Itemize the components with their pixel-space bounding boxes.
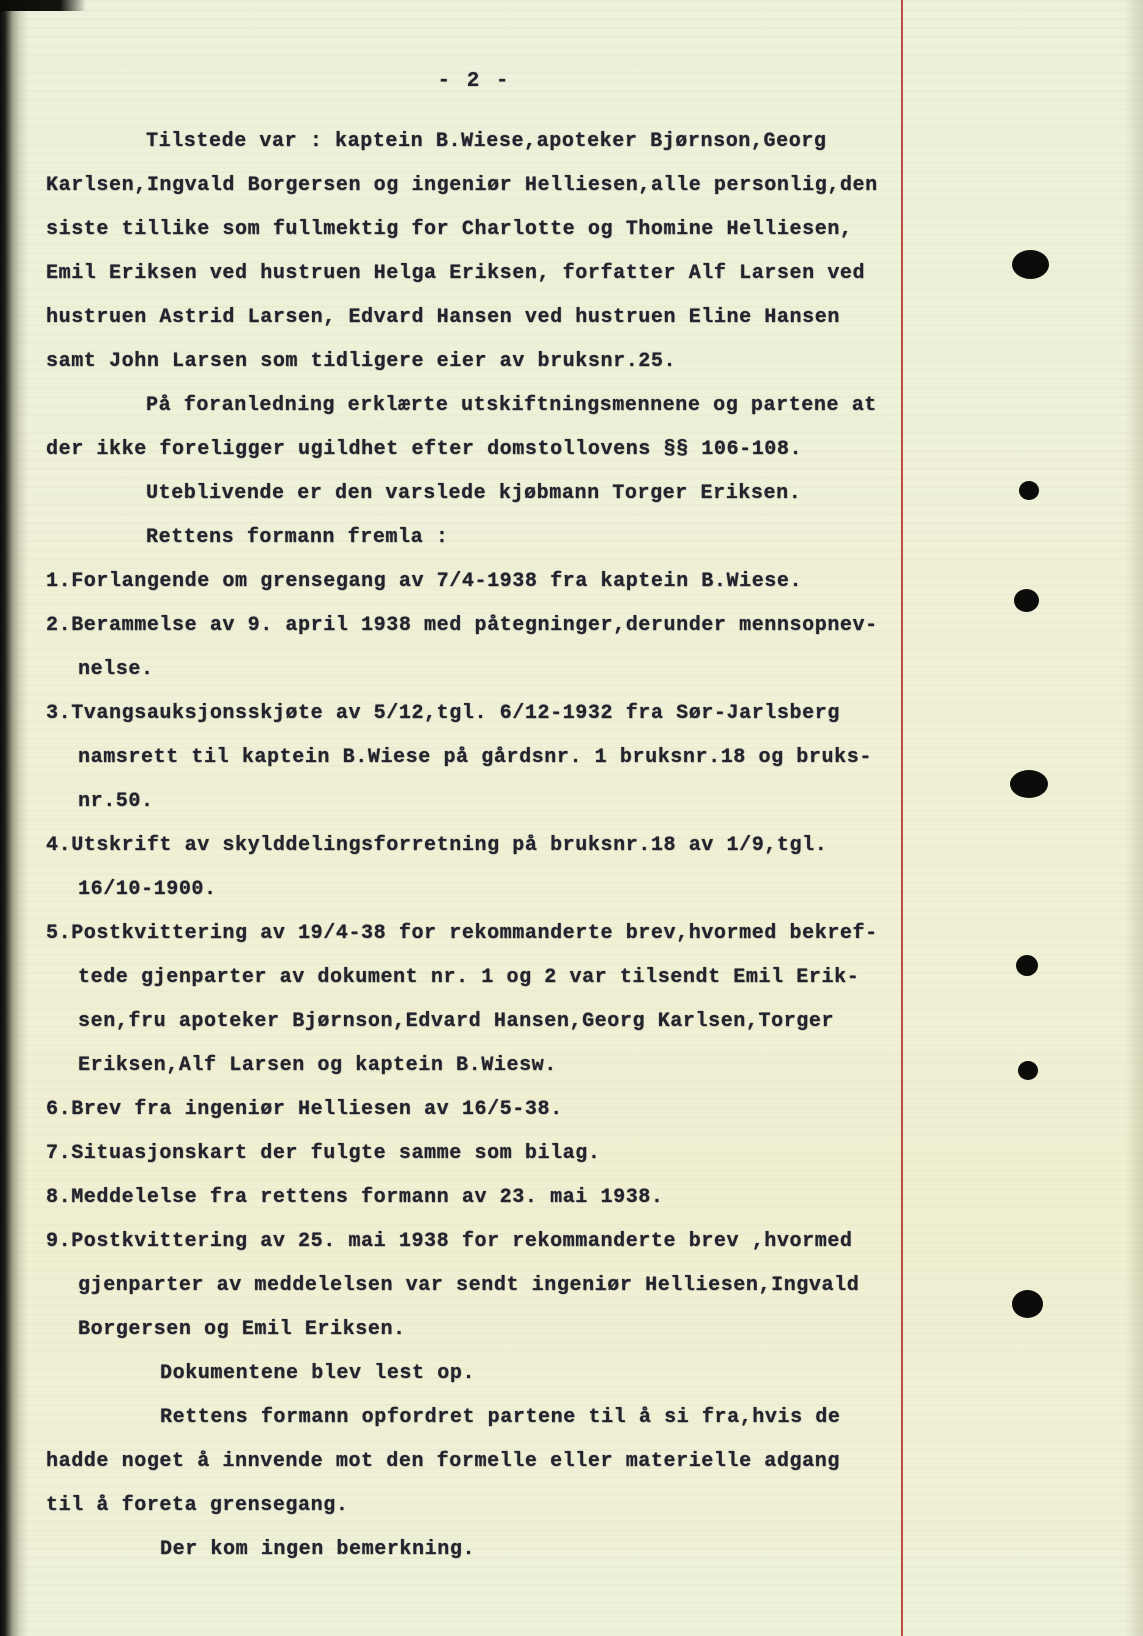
text-line: Tilstede var : kaptein B.Wiese,apoteker Bjørnson,Georg <box>146 130 827 153</box>
text-line: Dokumentene blev lest op. <box>160 1362 476 1385</box>
paragraph <box>46 384 902 472</box>
text-line: namsrett til kaptein B.Wiese på gårdsnr. 1 bruksnr.18 og bruks- <box>78 746 872 769</box>
text-line: hadde noget å innvende mot den formelle eller materielle adgang <box>46 1450 840 1473</box>
paragraph <box>46 472 902 516</box>
text-line: Karlsen,Ingvald Borgersen og ingeniør Helliesen,alle personlig,den <box>46 174 878 197</box>
punch-hole <box>1019 481 1039 500</box>
punch-hole <box>1012 250 1049 279</box>
text-line: Rettens formann fremla : <box>146 526 449 549</box>
text-line: tede gjenparter av dokument nr. 1 og 2 var tilsendt Emil Erik- <box>78 966 860 989</box>
text-line: 9.Postkvittering av 25. mai 1938 for rekommanderte brev ,hvormed <box>46 1230 853 1253</box>
punch-hole <box>1014 589 1039 612</box>
paragraph <box>46 120 902 384</box>
paragraph <box>46 824 902 912</box>
text-line: Eriksen,Alf Larsen og kaptein B.Wiesw. <box>78 1054 557 1077</box>
document-body-wrapper <box>46 60 902 1572</box>
paragraph <box>46 692 902 824</box>
text-line: Rettens formann opfordret partene til å si fra,hvis de <box>160 1406 841 1429</box>
binding-edge-top <box>0 0 86 11</box>
page-number: - 2 - <box>437 70 511 93</box>
paragraph <box>46 1132 902 1176</box>
paragraph <box>46 1352 902 1396</box>
paragraph <box>46 604 902 692</box>
text-line: Borgersen og Emil Eriksen. <box>78 1318 406 1341</box>
text-line: 8.Meddelelse fra rettens formann av 23. mai 1938. <box>46 1186 664 1209</box>
text-line: 6.Brev fra ingeniør Helliesen av 16/5-38. <box>46 1098 563 1121</box>
page-edge-right <box>1125 0 1143 1636</box>
text-line: samt John Larsen som tidligere eier av bruksnr.25. <box>46 350 677 373</box>
paragraph <box>46 516 902 560</box>
text-line: siste tillike som fullmektig for Charlotte og Thomine Helliesen, <box>46 218 853 241</box>
punch-hole <box>1012 1290 1043 1318</box>
document-body <box>46 120 902 1572</box>
text-line: 3.Tvangsauksjonsskjøte av 5/12,tgl. 6/12-1932 fra Sør-Jarlsberg <box>46 702 840 725</box>
text-line: Uteblivende er den varslede kjøbmann Torger Eriksen. <box>146 482 802 505</box>
text-line: sen,fru apoteker Bjørnson,Edvard Hansen,Georg Karlsen,Torger <box>78 1010 835 1033</box>
text-line: Emil Eriksen ved hustruen Helga Eriksen, forfatter Alf Larsen ved <box>46 262 866 285</box>
paragraph <box>46 1088 902 1132</box>
text-line: 4.Utskrift av skylddelingsforretning på bruksnr.18 av 1/9,tgl. <box>46 834 828 857</box>
punch-hole <box>1016 955 1038 976</box>
text-line: 2.Berammelse av 9. april 1938 med påtegninger,derunder mennsopnev- <box>46 614 878 637</box>
paragraph <box>46 1396 902 1528</box>
paragraph <box>46 1220 902 1352</box>
paragraph <box>46 560 902 604</box>
text-line: der ikke foreligger ugildhet efter domstollovens §§ 106-108. <box>46 438 803 461</box>
text-line: 1.Forlangende om grensegang av 7/4-1938 fra kaptein B.Wiese. <box>46 570 803 593</box>
paragraph <box>46 912 902 1088</box>
text-line: nelse. <box>78 658 154 681</box>
text-line: 5.Postkvittering av 19/4-38 for rekommanderte brev,hvormed bekref- <box>46 922 878 945</box>
text-line: 16/10-1900. <box>78 878 217 901</box>
text-line: til å foreta grensegang. <box>46 1494 349 1517</box>
text-line: 7.Situasjonskart der fulgte samme som bilag. <box>46 1142 601 1165</box>
text-line: På foranledning erklærte utskiftningsmennene og partene at <box>146 394 877 417</box>
text-line: gjenparter av meddelelsen var sendt ingeniør Helliesen,Ingvald <box>78 1274 860 1297</box>
punch-hole <box>1010 770 1048 798</box>
text-line: nr.50. <box>78 790 154 813</box>
punch-hole <box>1018 1061 1038 1080</box>
text-line: hustruen Astrid Larsen, Edvard Hansen ved hustruen Eline Hansen <box>46 306 840 329</box>
paragraph <box>46 1528 902 1572</box>
text-line: Der kom ingen bemerkning. <box>160 1538 476 1561</box>
binding-edge-left <box>0 0 28 1636</box>
paragraph <box>46 1176 902 1220</box>
